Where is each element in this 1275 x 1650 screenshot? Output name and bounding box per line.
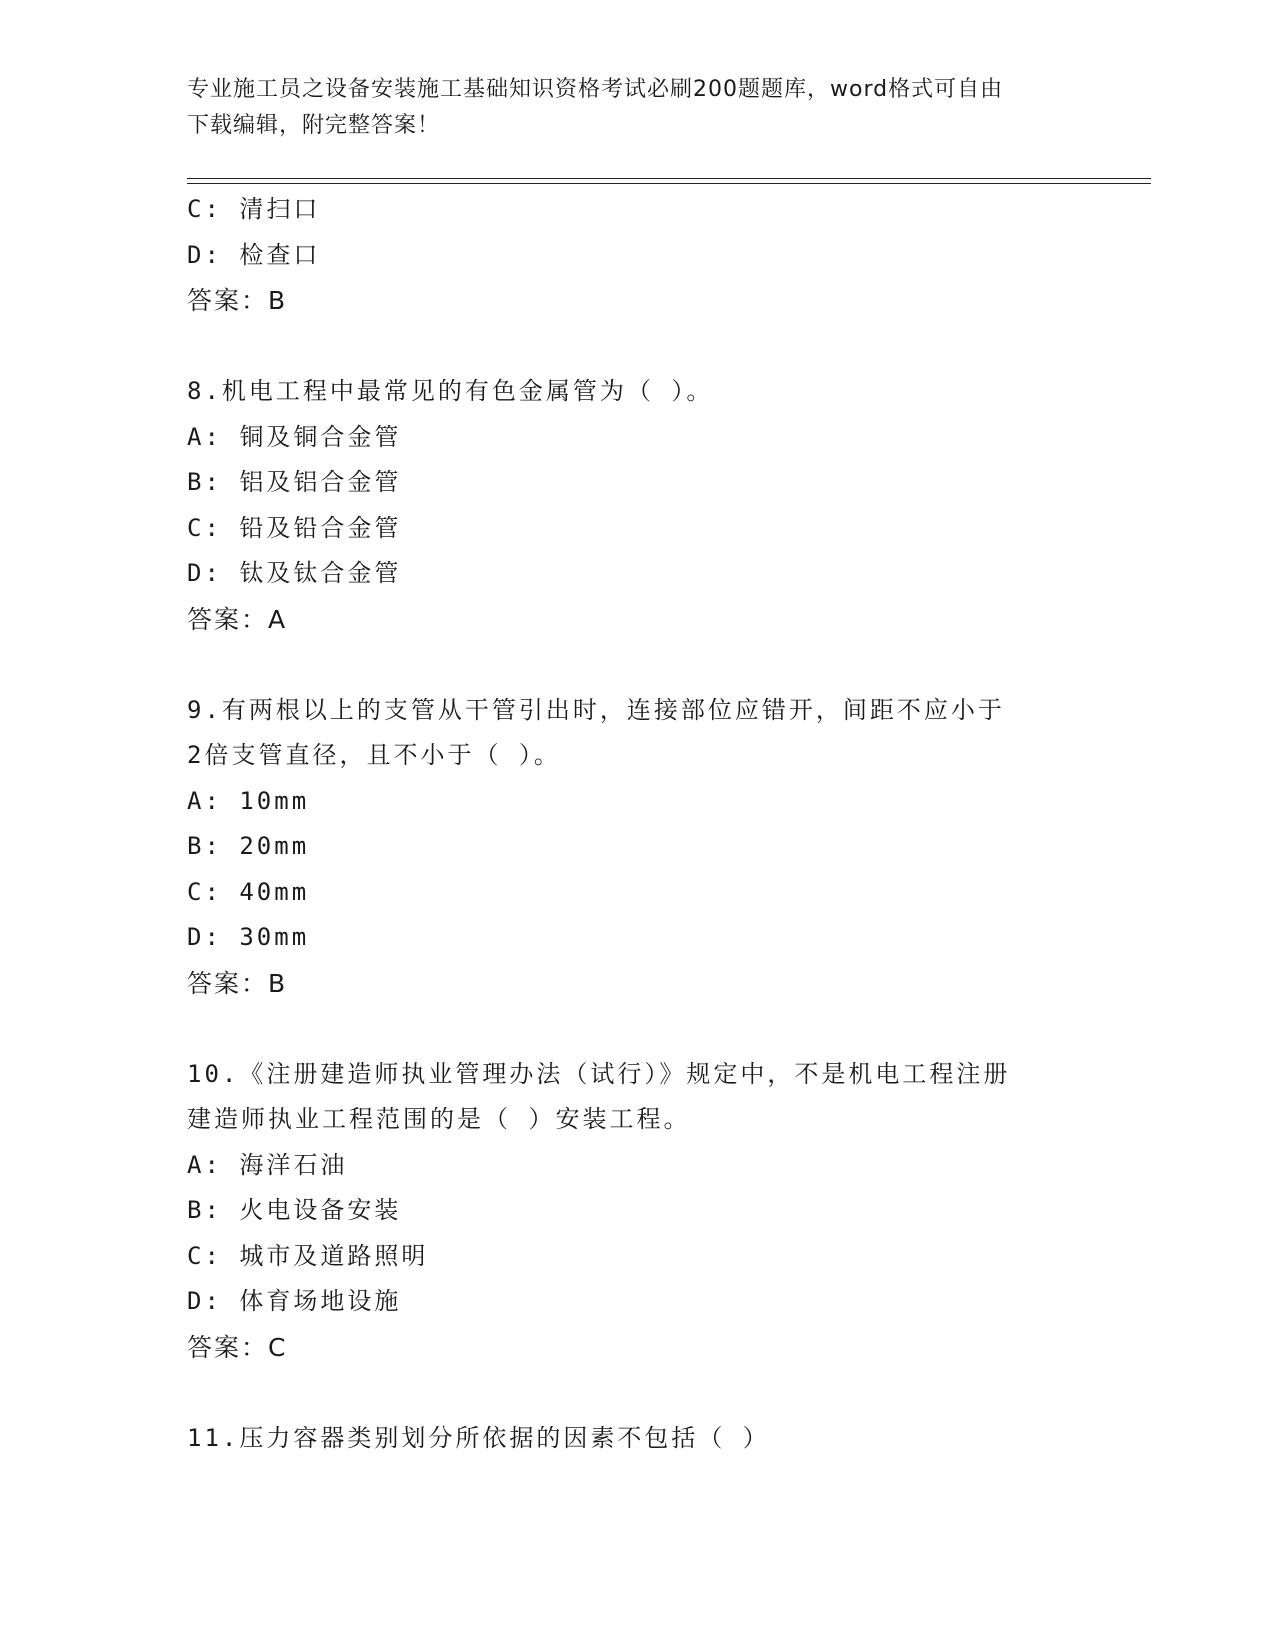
option-c — [187, 870, 1087, 916]
option-text: 铅及铅合金管 — [239, 513, 402, 542]
option-letter: C: — [187, 195, 222, 223]
question-stem: 11.压力容器类别划分所依据的因素不包括（ ） — [187, 1423, 770, 1452]
question-11 — [187, 1416, 1087, 1462]
option-text: 10mm — [239, 786, 310, 815]
spacer — [187, 324, 1087, 370]
spacer — [187, 1006, 1087, 1052]
option-text: 火电设备安装 — [239, 1196, 402, 1224]
question-9 — [187, 688, 1087, 1007]
question-stem-continued: 建造师执业工程范围的是（ ）安装工程。 — [187, 1105, 691, 1133]
option-b — [187, 1188, 1087, 1234]
option-letter: D: — [187, 559, 222, 587]
option-letter: C: — [187, 877, 222, 906]
option-text: 城市及道路照明 — [239, 1241, 429, 1270]
option-a — [187, 1143, 1087, 1189]
question-stem-continued: 2倍支管直径，且不小于（ ）。 — [187, 741, 561, 769]
question-7-tail — [187, 187, 1087, 324]
option-letter: C: — [187, 1241, 222, 1270]
option-letter: C: — [187, 513, 222, 542]
option-letter: D: — [187, 240, 222, 269]
question-stem: 9.有两根以上的支管从干管引出时，连接部位应错开，间距不应小于 — [187, 695, 1005, 724]
option-letter: D: — [187, 1287, 222, 1315]
question-stem: 8.机电工程中最常见的有色金属管为（ ）。 — [187, 377, 714, 405]
answer: 答案：A — [187, 604, 288, 634]
option-text: 体育场地设施 — [239, 1287, 402, 1315]
option-letter: A: — [187, 786, 222, 815]
option-c — [187, 506, 1087, 552]
question-list — [187, 187, 1087, 1461]
option-text: 20mm — [239, 832, 310, 860]
option-a — [187, 779, 1087, 825]
spacer — [187, 1370, 1087, 1416]
question-8 — [187, 369, 1087, 642]
option-text: 检查口 — [239, 240, 321, 269]
option-text: 铝及铝合金管 — [239, 468, 402, 496]
header-divider-top — [187, 178, 1151, 179]
option-text: 铜及铜合金管 — [239, 422, 402, 451]
option-letter: A: — [187, 1150, 222, 1179]
option-letter: B: — [187, 468, 222, 496]
header-line-1: 专业施工员之设备安装施工基础知识资格考试必刷200题题库，word格式可自由 — [187, 77, 1004, 102]
option-letter: B: — [187, 1196, 222, 1224]
option-d — [187, 1279, 1087, 1325]
option-letter: D: — [187, 923, 222, 951]
header-divider-bottom — [187, 183, 1151, 184]
question-10 — [187, 1052, 1087, 1371]
answer: 答案：B — [187, 286, 288, 315]
spacer — [187, 642, 1087, 688]
answer: 答案：B — [187, 968, 288, 998]
option-d — [187, 915, 1087, 961]
option-letter: B: — [187, 832, 222, 860]
option-c — [187, 1234, 1087, 1280]
option-b — [187, 460, 1087, 506]
option-text: 钛及钛合金管 — [239, 559, 402, 587]
option-text: 海洋石油 — [239, 1150, 348, 1179]
option-text: 30mm — [239, 923, 310, 951]
option-b — [187, 824, 1087, 870]
option-d — [187, 233, 1087, 279]
option-letter: A: — [187, 422, 222, 451]
option-a — [187, 415, 1087, 461]
question-stem: 10.《注册建造师执业管理办法（试行）》规定中，不是机电工程注册 — [187, 1059, 1011, 1088]
header-line-2: 下载编辑，附完整答案！ — [187, 113, 441, 138]
document-header — [187, 72, 1087, 144]
option-d — [187, 551, 1087, 597]
option-c — [187, 187, 1087, 233]
answer: 答案：C — [187, 1332, 288, 1362]
option-text: 清扫口 — [239, 195, 321, 223]
option-text: 40mm — [239, 877, 310, 906]
